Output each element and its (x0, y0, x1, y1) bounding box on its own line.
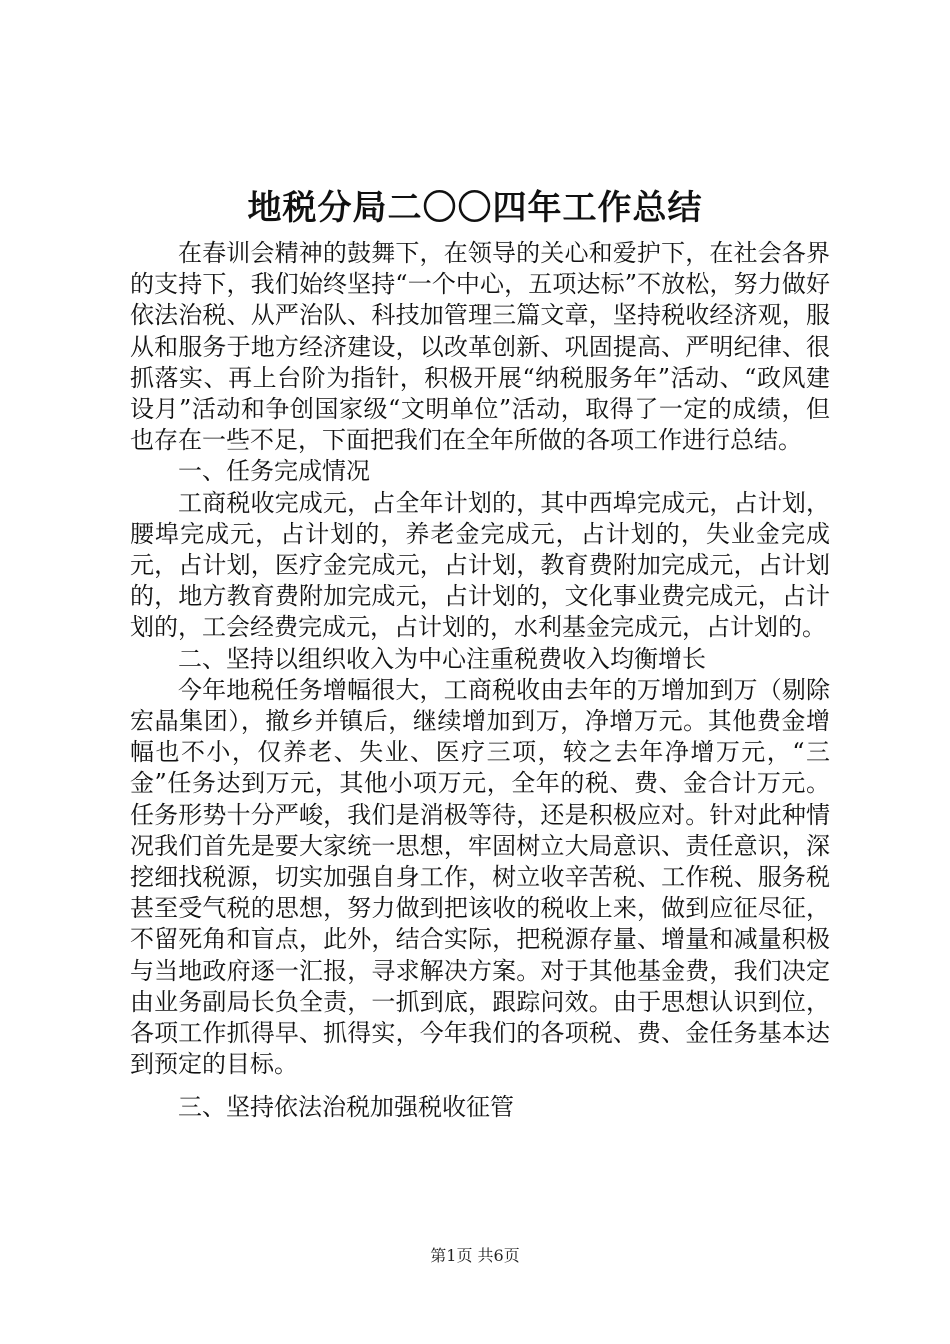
section-heading-1: 一、任务完成情况 (178, 457, 370, 486)
document-title: 地税分局二〇〇四年工作总结 (247, 188, 703, 228)
document-body (130, 238, 830, 1124)
section-heading-2: 二、坚持以组织收入为中心注重税费收入均衡增长 (178, 644, 706, 673)
section-heading-3: 三、坚持依法治税加强税收征管 (178, 1093, 514, 1122)
revenue-growth-paragraph: 今年地税任务增幅很大，工商税收由去年的万增加到万（剔除宏晶集团），撤乡并镇后，继续增加到万，净增万元。其他费金增幅也不小，仅养老、失业、医疗三项，较之去年净增万元，“三金”任务达到万元，其他小项万元，全年的税、费、金合计万元。任务形势十分严峻，我们是消极等待，还是积极应对。针对此种情况我们首先是要大家统一思想，牢固树立大局意识、责任意识，深挖细找税源，切实加强自身工作，树立收辛苦税、工作税、服务税甚至受气税的思想，努力做到把该收的税收上来，做到应征尽征，不留死角和盲点，此外，结合实际，把税源存量、增量和减量积极与当地政府逐一汇报，寻求解决方案。对于其他基金费，我们决定由业务副局长负全责，一抓到底，跟踪问效。由于思想认识到位，各项工作抓得早、抓得实，今年我们的各项税、费、金任务基本达到预定的目标。 (130, 675, 830, 1079)
intro-paragraph: 在春训会精神的鼓舞下，在领导的关心和爱护下，在社会各界的支持下，我们始终坚持“一个中心，五项达标”不放松，努力做好依法治税、从严治队、科技加管理三篇文章，坚持税收经济观，服从和服务于地方经济建设，以改革创新、巩固提高、严明纪律、很抓落实、再上台阶为指针，积极开展“纳税服务年”活动、“政风建设月”活动和争创国家级“文明单位”活动，取得了一定的成绩，但也存在一些不足，下面把我们在全年所做的各项工作进行总结。 (130, 239, 830, 455)
page-number: 第1页 共6页 (430, 1246, 520, 1265)
task-completion-paragraph: 工商税收完成元，占全年计划的，其中西埠完成元，占计划，腰埠完成元，占计划的，养老金完成元，占计划的，失业金完成元，占计划，医疗金完成元，占计划，教育费附加完成元，占计划的，地方教育费附加完成元，占计划的，文化事业费完成元，占计划的，工会经费完成元，占计划的，水利基金完成元，占计划的。 (130, 488, 830, 642)
